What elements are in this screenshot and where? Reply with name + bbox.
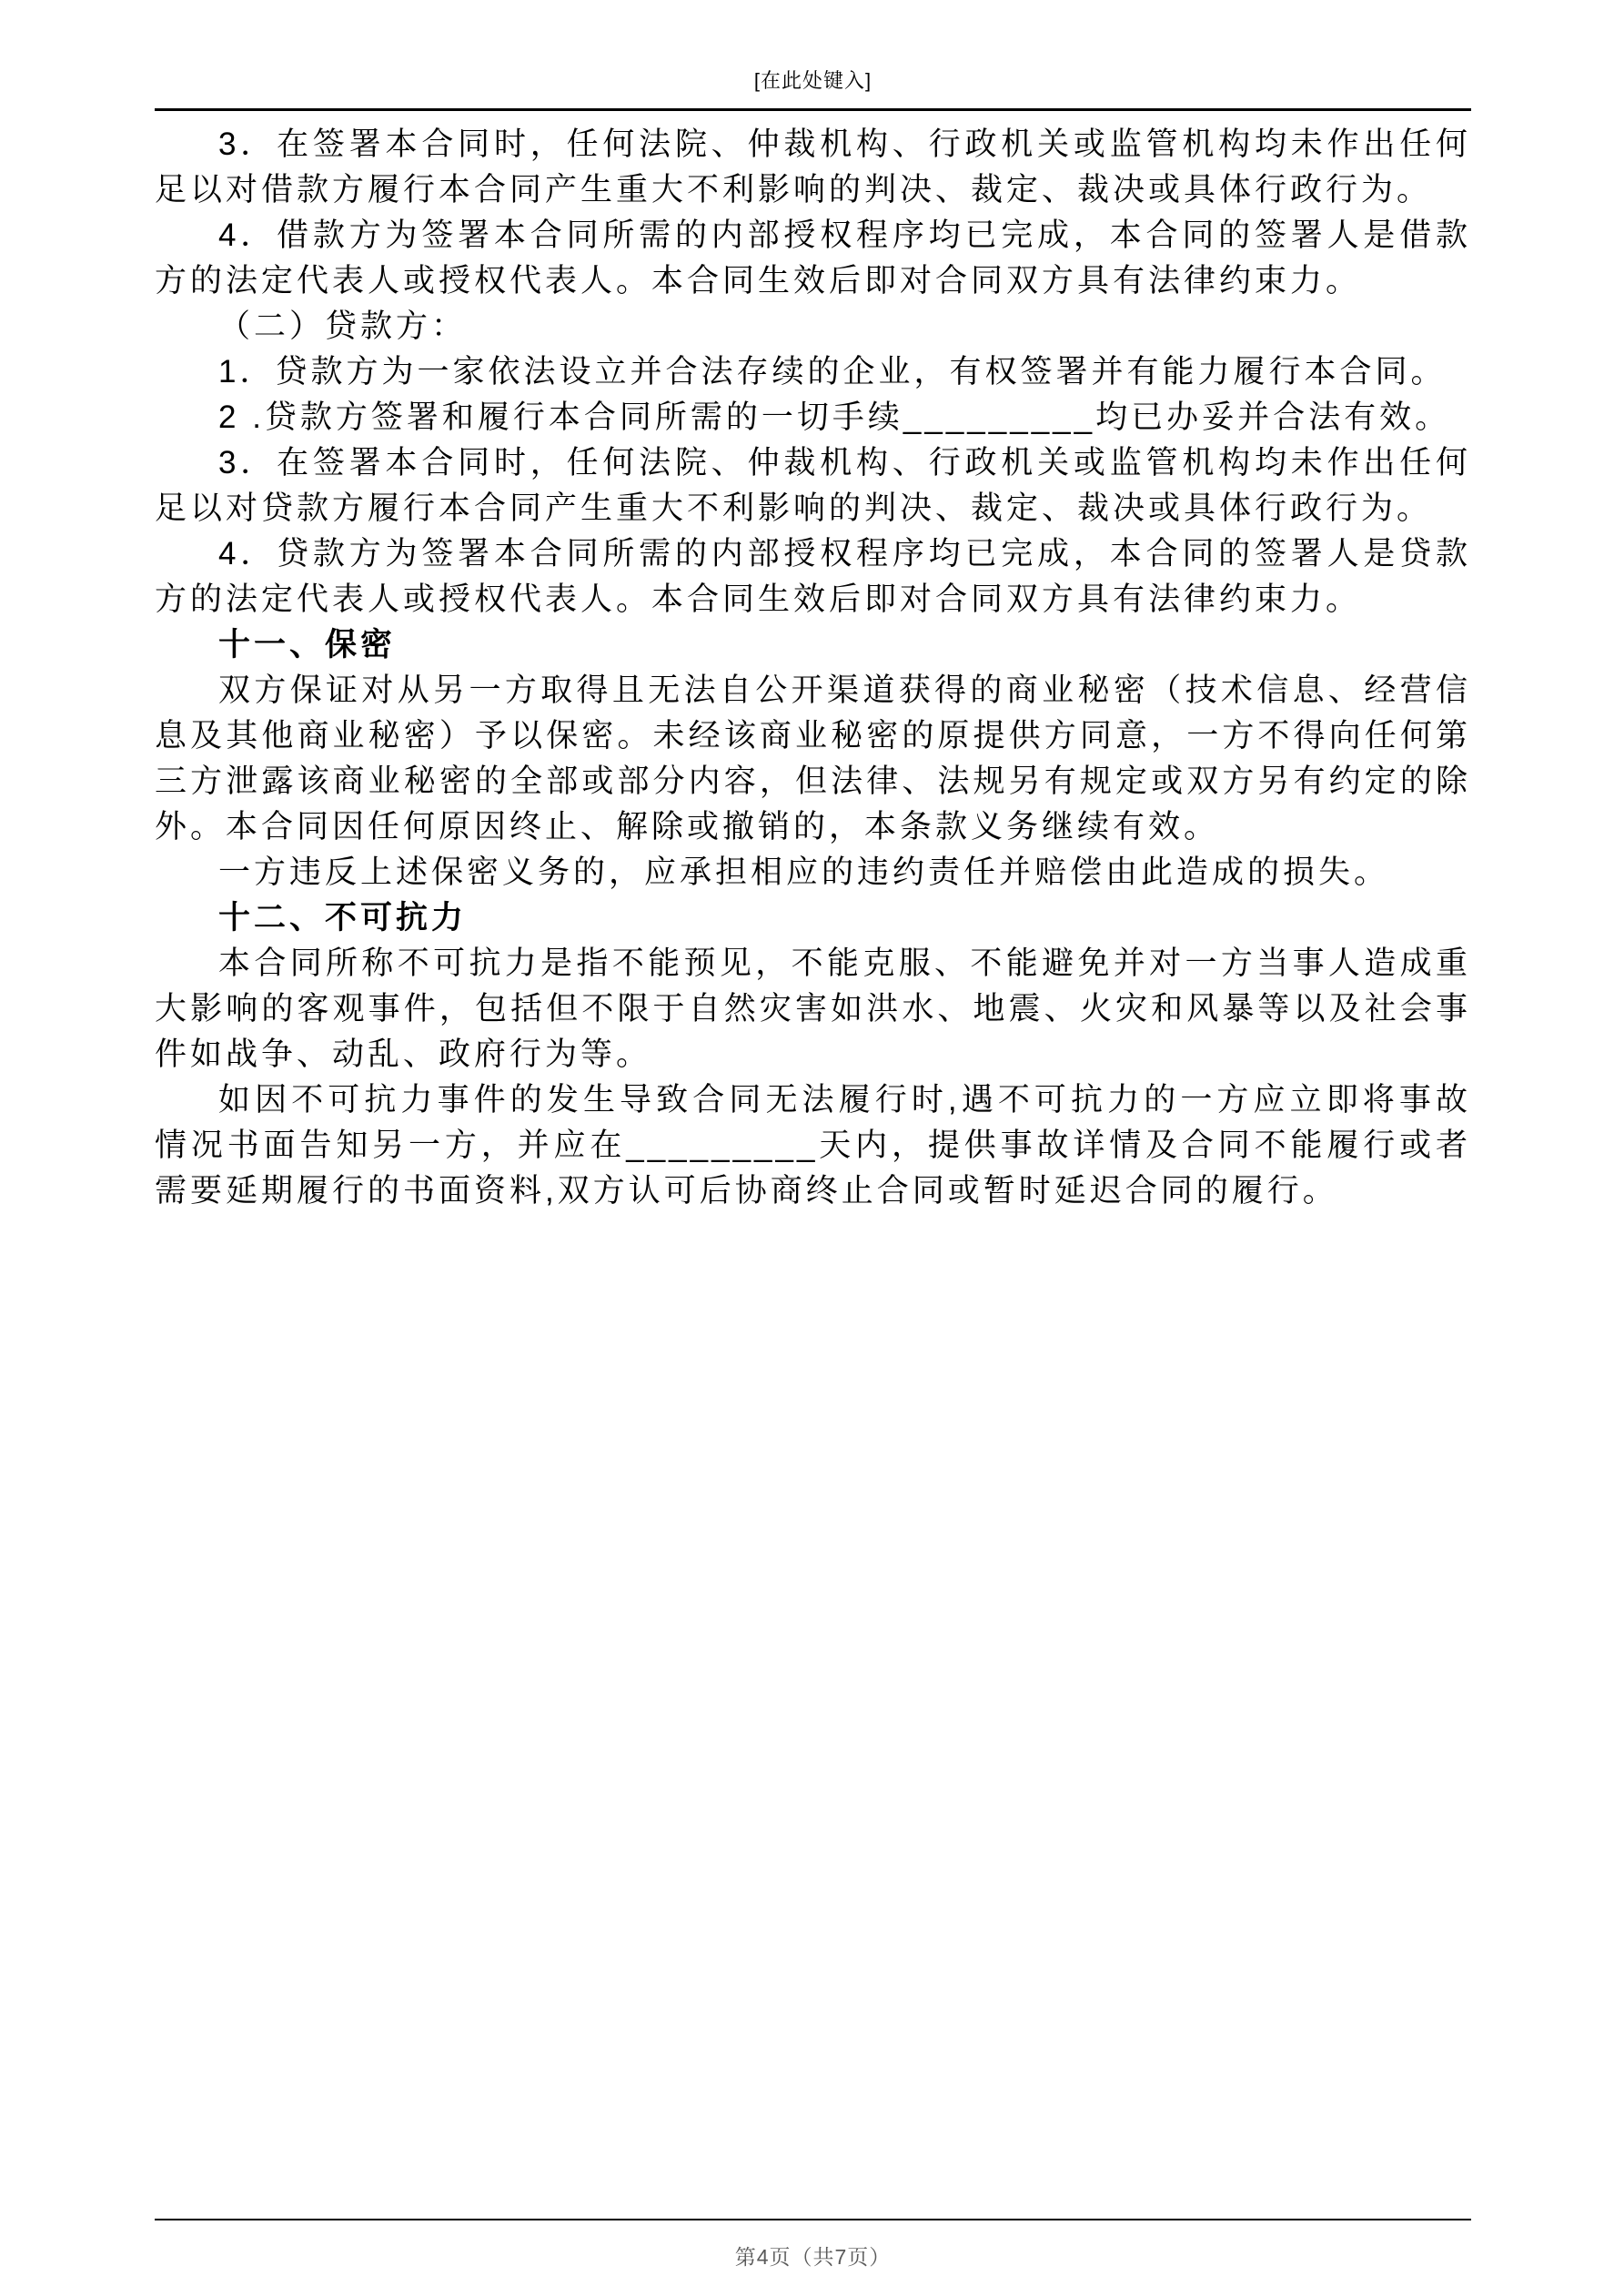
contract-paragraph-blank-field: 2 .贷款方签署和履行本合同所需的一切手续_________均已办妥并合法有效。: [218, 400, 1451, 435]
contract-body: [155, 113, 1471, 1214]
page-number: 第4页（共7页）: [734, 2245, 892, 2269]
page-header: [155, 0, 1471, 111]
header-placeholder-text: [在此处键入]: [753, 69, 873, 92]
contract-paragraph-blank-field: 如因不可抗力事件的发生导致合同无法履行时,遇不可抗力的一方应立即将事故情况书面告知另一方，并应在_________天内，提供事故详情及合同不能履行或者需要延期履行的书面资料,双方认可后协商终止合同或暂时延迟合同的履行。: [155, 1082, 1471, 1209]
section-heading-11-confidentiality: 十一、保密: [218, 627, 397, 663]
section-heading-12-force-majeure: 十二、不可抗力: [218, 900, 468, 936]
contract-paragraph: 双方保证对从另一方取得且无法自公开渠道获得的商业秘密（技术信息、经营信息及其他商业秘密）予以保密。未经该商业秘密的原提供方同意，一方不得向任何第三方泄露该商业秘密的全部或部分内容，但法律、法规另有规定或双方另有约定的除外。本合同因任何原因终止、解除或撤销的，本条款义务继续有效。: [155, 673, 1471, 845]
contract-paragraph: 3．在签署本合同时，任何法院、仲裁机构、行政机关或监管机构均未作出任何足以对借款方履行本合同产生重大不利影响的判决、裁定、裁决或具体行政行为。: [155, 126, 1471, 207]
contract-paragraph: 一方违反上述保密义务的，应承担相应的违约责任并赔偿由此造成的损失。: [218, 855, 1390, 890]
contract-paragraph-lender-label: （二）贷款方：: [218, 308, 468, 344]
contract-paragraph: 3．在签署本合同时，任何法院、仲裁机构、行政机关或监管机构均未作出任何足以对贷款方履行本合同产生重大不利影响的判决、裁定、裁决或具体行政行为。: [155, 445, 1471, 526]
contract-paragraph: 1．贷款方为一家依法设立并合法存续的企业，有权签署并有能力履行本合同。: [218, 354, 1447, 389]
header-divider: [155, 108, 1471, 111]
page-footer: [155, 2219, 1471, 2271]
contract-paragraph: 4．借款方为签署本合同所需的内部授权程序均已完成，本合同的签署人是借款方的法定代表人或授权代表人。本合同生效后即对合同双方具有法律约束力。: [155, 217, 1471, 298]
contract-paragraph: 4．贷款方为签署本合同所需的内部授权程序均已完成，本合同的签署人是贷款方的法定代表人或授权代表人。本合同生效后即对合同双方具有法律约束力。: [155, 536, 1471, 617]
contract-paragraph: 本合同所称不可抗力是指不能预见，不能克服、不能避免并对一方当事人造成重大影响的客观事件，包括但不限于自然灾害如洪水、地震、火灾和风暴等以及社会事件如战争、动乱、政府行为等。: [155, 946, 1471, 1072]
